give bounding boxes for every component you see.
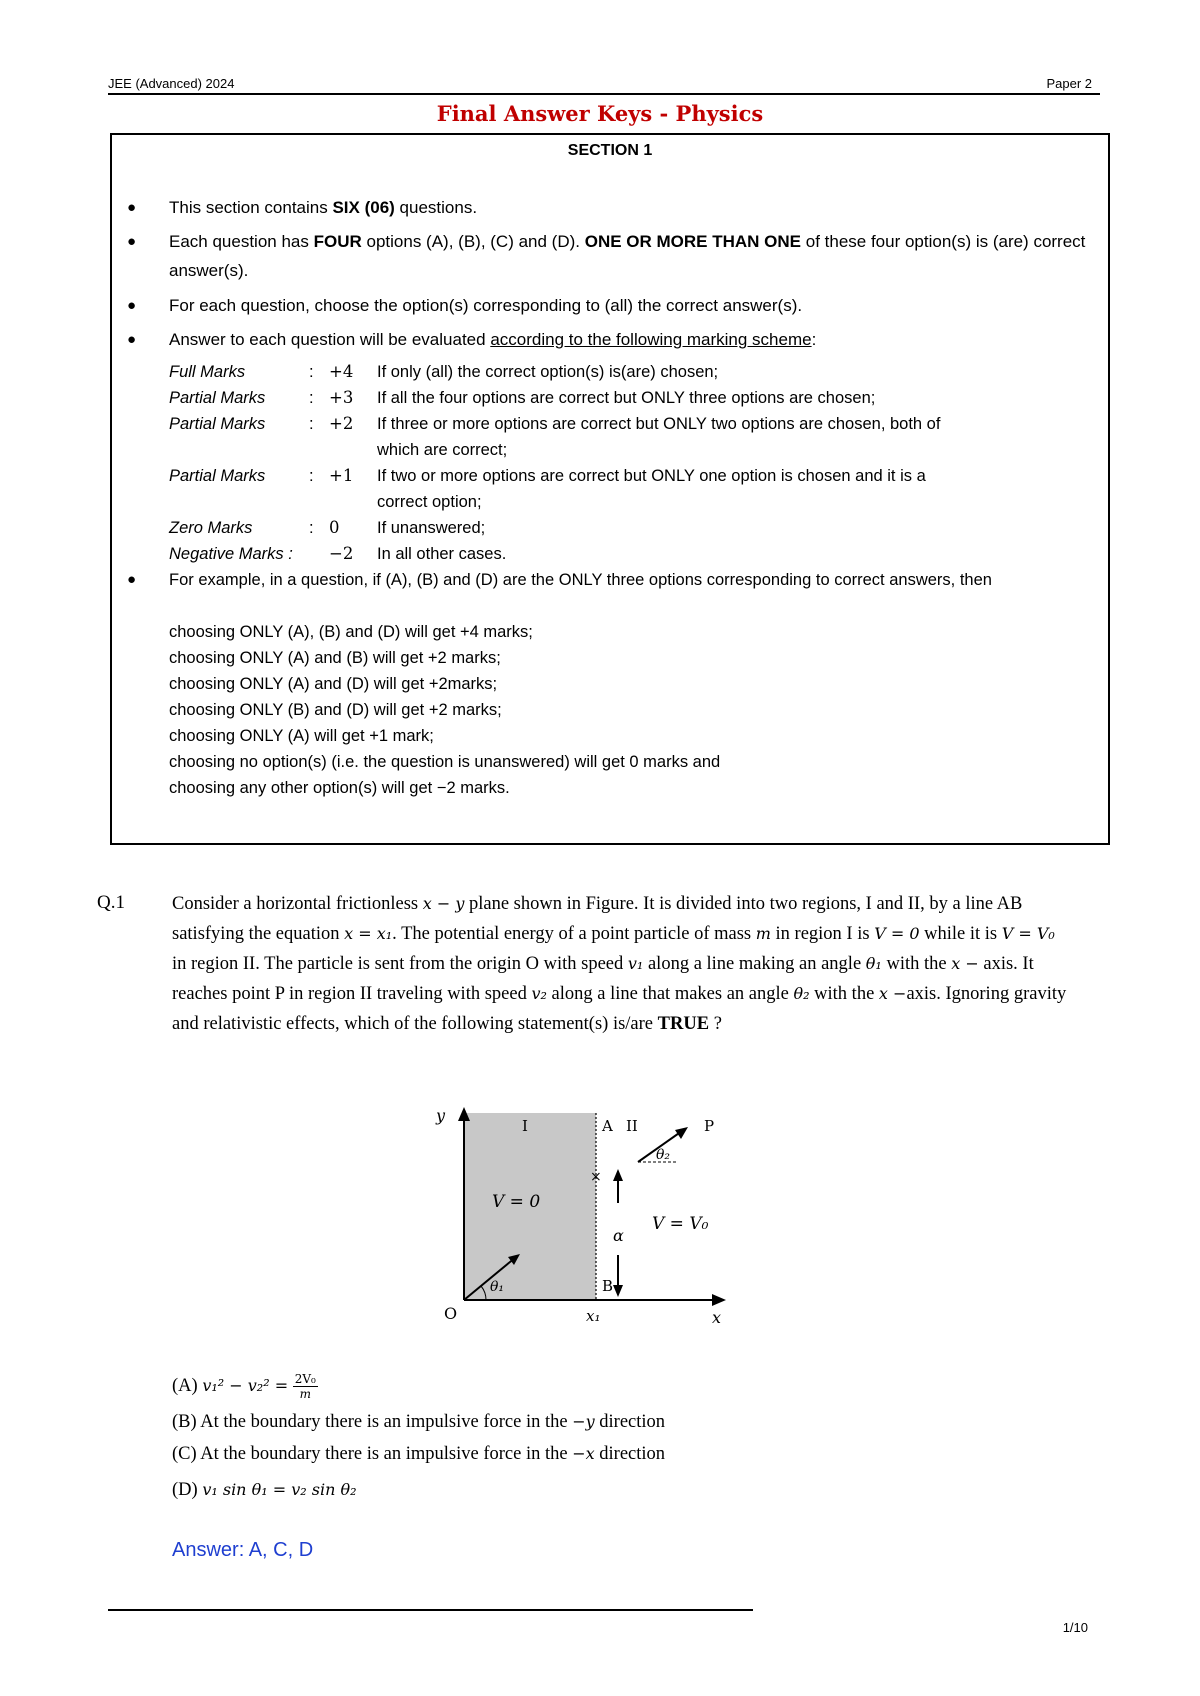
marking-row-negative: Negative Marks : −2 In all other cases. xyxy=(169,544,507,563)
example-line: choosing any other option(s) will get −2 marks. xyxy=(169,779,510,797)
marking-row-full: Full Marks : +4 If only (all) the correct option(s) is(are) chosen; xyxy=(169,362,719,381)
bullet-item: ● Answer to each question will be evaluated according to the following marking scheme: xyxy=(127,325,1092,354)
x1-label: x₁ xyxy=(586,1307,601,1325)
marking-row-partial-1-continued: correct option; xyxy=(377,493,482,511)
region-diagram xyxy=(420,1105,740,1325)
marking-row-partial-2: Partial Marks : +2 If three or more options are correct but ONLY two options are chosen, both of xyxy=(169,414,941,433)
bullet-icon: ● xyxy=(127,331,137,348)
section-instructions-box xyxy=(110,133,1110,845)
header-exam-name: JEE (Advanced) 2024 xyxy=(108,76,235,91)
option-c: (C) At the boundary there is an impulsive force in the −x direction xyxy=(172,1444,666,1464)
point-b-label: B xyxy=(602,1277,614,1295)
potential-region-1-label: V = 0 xyxy=(492,1192,541,1212)
bullet-item: ● Each question has FOUR options (A), (B), (C) and (D). ONE OR MORE THAN ONE of these four option(s) is (are) correct answer(s). xyxy=(127,227,1092,285)
origin-label: O xyxy=(444,1304,458,1323)
option-d: (D) v₁ sin θ₁ = v₂ sin θ₂ xyxy=(172,1480,357,1500)
option-a: (A) v₁² − v₂² = $\frac{\text{2V₀}}{m}$ xyxy=(172,1372,316,1401)
example-line: choosing ONLY (A) will get +1 mark; xyxy=(169,727,434,745)
section-title: SECTION 1 xyxy=(567,142,653,159)
final-velocity-arrow-head-icon xyxy=(675,1127,688,1139)
y-axis-label: y xyxy=(436,1106,446,1125)
header-paper-number: Paper 2 xyxy=(1046,76,1092,91)
marking-row-partial-1: Partial Marks : +1 If two or more options are correct but ONLY one option is chosen and it is a xyxy=(169,466,926,485)
question-number: Q.1 xyxy=(97,892,125,913)
theta-1-label: θ₁ xyxy=(490,1279,505,1295)
x-axis-arrow-icon xyxy=(712,1294,726,1306)
theta-2-label: θ₂ xyxy=(656,1147,671,1163)
header-rule xyxy=(108,93,1100,95)
bullet-icon: ● xyxy=(127,233,137,250)
marking-row-partial-3: Partial Marks : +3 If all the four options are correct but ONLY three options are chosen; xyxy=(169,388,876,407)
point-p-label: P xyxy=(704,1117,715,1135)
example-line: choosing no option(s) (i.e. the question is unanswered) will get 0 marks and xyxy=(169,753,721,771)
bullet-item-example: ● For example, in a question, if (A), (B) and (D) are the ONLY three options corresponding to correct answers, then xyxy=(127,567,1092,593)
footer-rule xyxy=(108,1609,753,1611)
bullet-item: ● For each question, choose the option(s) corresponding to (all) the correct answer(s). xyxy=(127,291,1092,320)
bullet-icon: ● xyxy=(127,199,137,216)
page-title: Final Answer Keys - Physics xyxy=(436,101,764,126)
alpha-up-arrow-head-icon xyxy=(613,1169,623,1181)
alpha-down-arrow-head-icon xyxy=(613,1285,623,1297)
point-cross-icon: × xyxy=(590,1169,602,1185)
region-1-label: I xyxy=(522,1117,528,1135)
point-a-label: A xyxy=(602,1117,613,1135)
bullet-item: ● This section contains SIX (06) questions. xyxy=(127,193,1092,222)
region-2-label: II xyxy=(626,1117,638,1135)
bullet-icon: ● xyxy=(127,571,137,588)
option-b: (B) At the boundary there is an impulsive force in the −y direction xyxy=(172,1412,666,1432)
example-line: choosing ONLY (B) and (D) will get +2 marks; xyxy=(169,701,502,719)
marking-row-zero: Zero Marks : 0 If unanswered; xyxy=(169,518,486,537)
answer-key: Answer: A, C, D xyxy=(172,1539,314,1561)
x-axis-label: x xyxy=(712,1308,722,1325)
marking-row-partial-2-continued: which are correct; xyxy=(377,441,508,459)
question-text: Consider a horizontal frictionless x − y plane shown in Figure. It is divided into two regions, I and II, by a line AB satisfying the equation x = x₁. The potential energy of a point particle of mass m in region I is V = 0 while it is V = V₀ in region II. The particle is sent from the origin O with speed v₁ along a line making an angle θ₁ with the x − axis. It reaches point P in region II traveling with speed v₂ along a line that makes an angle θ₂ with the x −axis. Ignoring gravity and relativistic effects, which of the following statement(s) is/are TRUE ? xyxy=(172,894,1067,1034)
example-line: choosing ONLY (A) and (D) will get +2marks; xyxy=(169,675,498,693)
bullet-icon: ● xyxy=(127,297,137,314)
example-line: choosing ONLY (A), (B) and (D) will get +4 marks; xyxy=(169,623,533,641)
alpha-label: α xyxy=(613,1226,624,1245)
example-line: choosing ONLY (A) and (B) will get +2 marks; xyxy=(169,649,501,667)
page-number: 1/10 xyxy=(1062,1620,1088,1635)
potential-region-2-label: V = V₀ xyxy=(652,1214,709,1234)
